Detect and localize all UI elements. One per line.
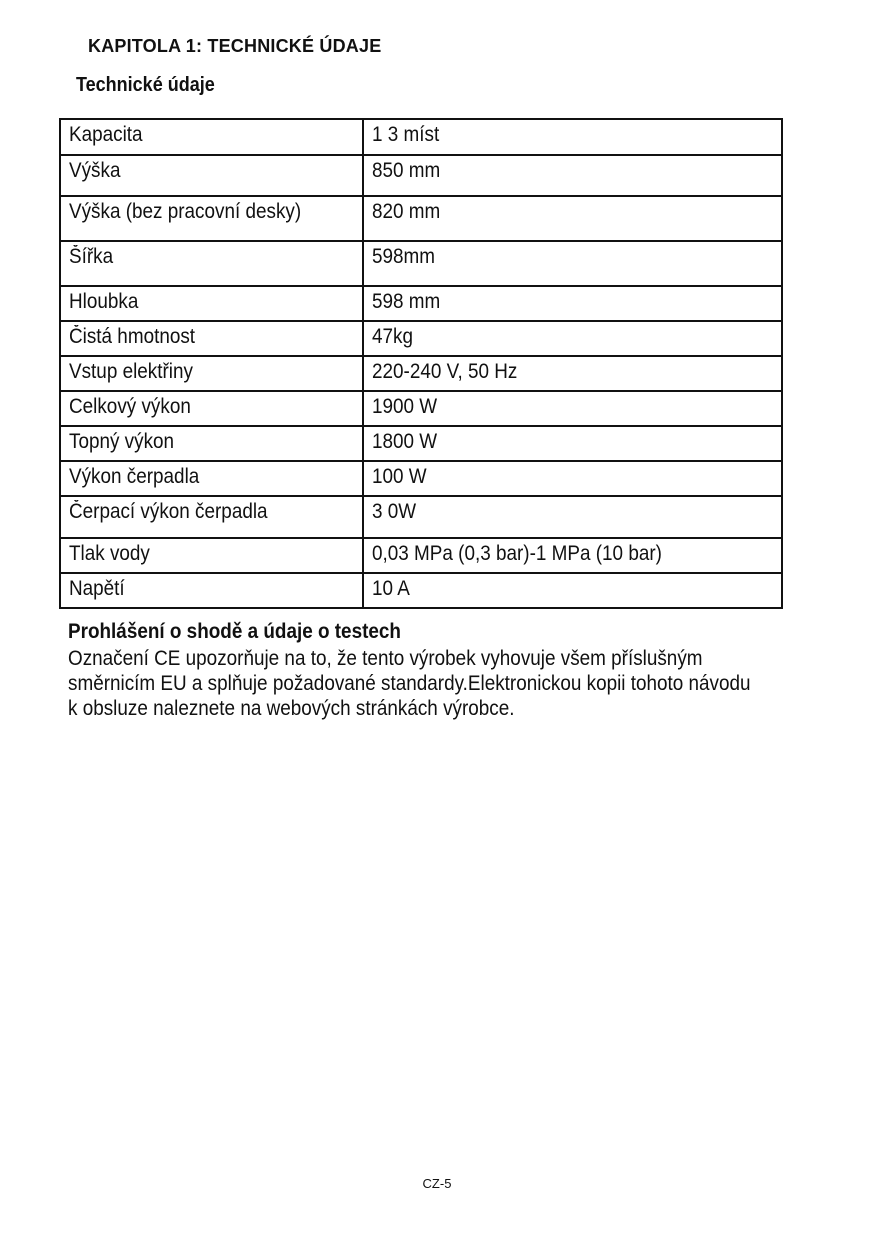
table-row — [60, 196, 782, 241]
spec-value: 850 mm — [363, 155, 782, 196]
spec-value: 220-240 V, 50 Hz — [363, 356, 782, 391]
spec-label: Šířka — [60, 241, 363, 286]
spec-value: 47kg — [363, 321, 782, 356]
spec-label: Kapacita — [60, 119, 363, 155]
spec-value: 1900 W — [363, 391, 782, 426]
spec-label: Výkon čerpadla — [60, 461, 363, 496]
spec-value: 100 W — [363, 461, 782, 496]
spec-value: 1 3 míst — [363, 119, 782, 155]
page-number: CZ-5 — [422, 1176, 452, 1191]
spec-label: Hloubka — [60, 286, 363, 321]
table-row — [60, 241, 782, 286]
spec-value: 0,03 MPa (0,3 bar)-1 MPa (10 bar) — [363, 538, 782, 573]
spec-label: Čerpací výkon čerpadla — [60, 496, 363, 538]
declaration-text: Označení CE upozorňuje na to, že tento výrobek vyhovuje všem příslušným směrnicím EU a splňuje požadované standardy.Elektronickou kopii tohoto návodu k obsluze naleznete na webových stránkách výrobce. — [68, 647, 751, 720]
spec-label: Výška — [60, 155, 363, 196]
spec-value: 1800 W — [363, 426, 782, 461]
spec-value: 3 0W — [363, 496, 782, 538]
table-row — [60, 356, 782, 391]
spec-label: Vstup elektřiny — [60, 356, 363, 391]
spec-value: 10 A — [363, 573, 782, 608]
table-row — [60, 286, 782, 321]
spec-value: 598mm — [363, 241, 782, 286]
table-row — [60, 538, 782, 573]
spec-label: Topný výkon — [60, 426, 363, 461]
table-row — [60, 119, 782, 155]
table-row — [60, 321, 782, 356]
section-title: Technické údaje — [76, 74, 215, 96]
spec-label: Tlak vody — [60, 538, 363, 573]
spec-label: Napětí — [60, 573, 363, 608]
table-row — [60, 573, 782, 608]
spec-value: 598 mm — [363, 286, 782, 321]
spec-value: 820 mm — [363, 196, 782, 241]
spec-label: Celkový výkon — [60, 391, 363, 426]
table-row — [60, 391, 782, 426]
table-row — [60, 496, 782, 538]
table-row — [60, 461, 782, 496]
chapter-heading: KAPITOLA 1: TECHNICKÉ ÚDAJE — [88, 36, 382, 56]
spec-label: Výška (bez pracovní desky) — [60, 196, 363, 241]
spec-table — [59, 118, 783, 609]
table-row — [60, 426, 782, 461]
spec-label: Čistá hmotnost — [60, 321, 363, 356]
table-row — [60, 155, 782, 196]
declaration-title: Prohlášení o shodě a údaje o testech — [68, 620, 401, 643]
